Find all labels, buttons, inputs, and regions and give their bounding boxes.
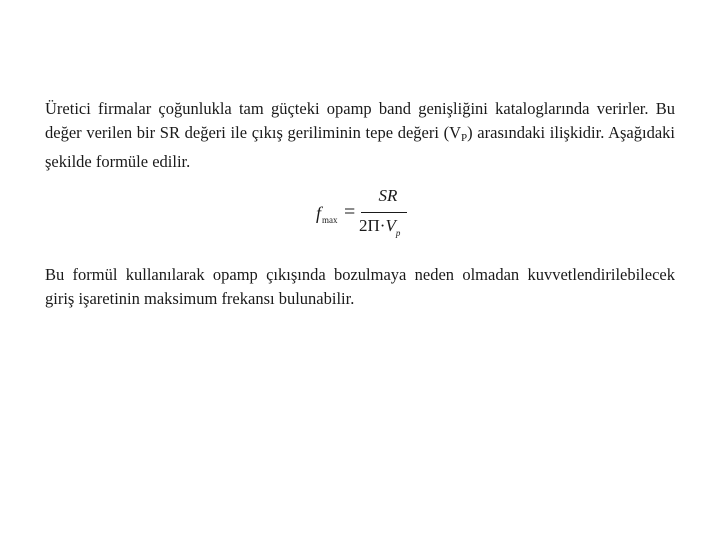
- formula-lhs-var: f: [316, 203, 322, 223]
- formula-den-prefix: 2Π·: [359, 216, 386, 235]
- intro-text-part-2: ) arasındaki ilişkidir. Aşağıdaki şekilde formüle edilir.: [45, 122, 675, 171]
- formula-denominator: [359, 216, 400, 238]
- vp-subscript: P: [461, 131, 468, 144]
- formula-den-var: V: [385, 216, 396, 235]
- conclusion-paragraph: Bu formül kullanılarak opamp çıkışında bozulmaya neden olmadan kuvvetlendirilebilecek giriş işaretinin maksimum frekansı bulunabilir.: [45, 265, 675, 308]
- fmax-formula: [316, 186, 416, 248]
- formula-den-sub: p: [395, 228, 401, 238]
- formula-lhs: [316, 203, 338, 225]
- fraction-bar: [361, 212, 407, 213]
- formula-lhs-sub: max: [322, 215, 338, 225]
- formula-numerator: SR: [378, 186, 398, 205]
- intro-paragraph: [45, 97, 675, 174]
- intro-text-part-1: Üretici firmalar çoğunlukla tam güçteki opamp band genişliğini kataloglarında verirler. Bu değer verilen bir SR değeri ile çıkış geriliminin tepe değeri (V: [45, 99, 675, 142]
- formula-equals: =: [344, 201, 356, 223]
